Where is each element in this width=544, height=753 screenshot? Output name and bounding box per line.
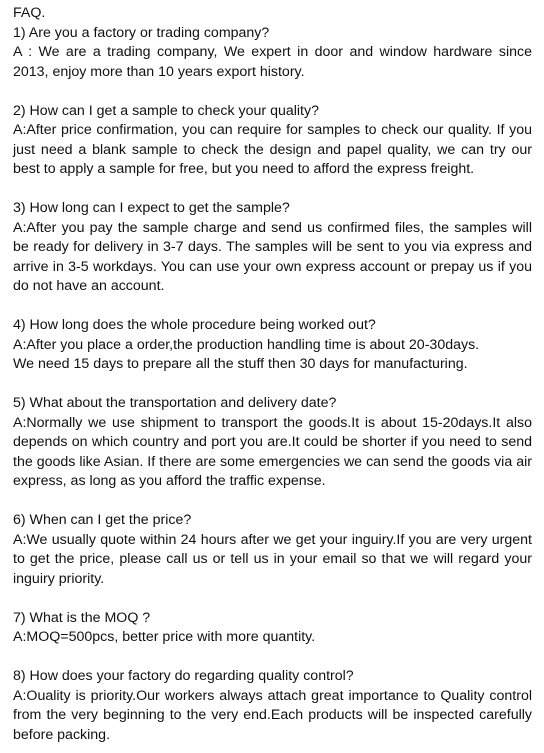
faq-answer-2: A:After price confirmation, you can require for samples to check our quality. If you just need a blank sample to check the design and papel quality, we can try our best to apply a sample for free, but you need to afford the express freight. xyxy=(13,122,532,177)
faq-title: FAQ. xyxy=(13,5,46,21)
spacer xyxy=(13,492,532,512)
faq-question-1: 1) Are you a factory or trading company? xyxy=(13,24,270,41)
faq-question-3: 3) How long can I expect to get the sample? xyxy=(13,200,290,216)
faq-item-1 xyxy=(13,24,532,83)
faq-answer-5: A:Normally we use shipment to transport the goods.It is about 15-20days.It also depends on which country and port you are.It could be shorter if you need to send the goods like Asian. If there are some emergencies we can send the goods via air express, as long as you afford the traffic expense. xyxy=(13,414,532,489)
faq-question-7: 7) What is the MOQ ? xyxy=(13,609,151,626)
faq-answer-6: A:We usually quote within 24 hours after we get your inguiry.If you are very urgent to get the price, please call us or tell us in your email so that we will regard your inguiry priority. xyxy=(13,531,532,587)
faq-answer-7: A:MOQ=500pcs, better price with more quantity. xyxy=(13,629,316,645)
faq-document xyxy=(13,4,532,745)
spacer xyxy=(13,375,532,395)
faq-question-8: 8) How does your factory do regarding quality control? xyxy=(13,668,354,684)
spacer xyxy=(13,82,532,102)
faq-question-4: 4) How long does the whole procedure being worked out? xyxy=(13,317,376,333)
faq-item-5 xyxy=(13,394,532,492)
faq-item-6 xyxy=(13,511,532,589)
faq-question-6: 6) When can I get the price? xyxy=(13,512,192,528)
faq-item-2 xyxy=(13,102,532,180)
spacer xyxy=(13,180,532,200)
faq-answer-8: A:Ouality is priority.Our workers always attach great importance to Quality control from the very beginning to the very end.Each products will be inspected carefully before packing. xyxy=(13,687,532,743)
faq-answer-4: A:After you place a order,the production handling time is about 20-30days. xyxy=(13,336,480,353)
faq-item-7 xyxy=(13,609,532,648)
spacer xyxy=(13,297,532,317)
spacer xyxy=(13,648,532,668)
faq-item-8 xyxy=(13,667,532,745)
faq-question-5: 5) What about the transportation and delivery date? xyxy=(13,395,337,411)
faq-item-4 xyxy=(13,316,532,375)
spacer xyxy=(13,589,532,609)
faq-answer-1: A : We are a trading company, We expert in door and window hardware since 2013, enjoy more than 10 years export history. xyxy=(13,44,532,80)
faq-answer-3: A:After you pay the sample charge and send us confirmed files, the samples will be ready for delivery in 3-7 days. The samples will be sent to you via express and arrive in 3-5 workdays. You can use your own express account or prepay us if you do not have an account. xyxy=(13,219,532,294)
faq-answer-4-line-2: We need 15 days to prepare all the stuff then 30 days for manufacturing. xyxy=(13,356,468,372)
faq-item-3 xyxy=(13,199,532,297)
faq-question-2: 2) How can I get a sample to check your quality? xyxy=(13,102,319,119)
